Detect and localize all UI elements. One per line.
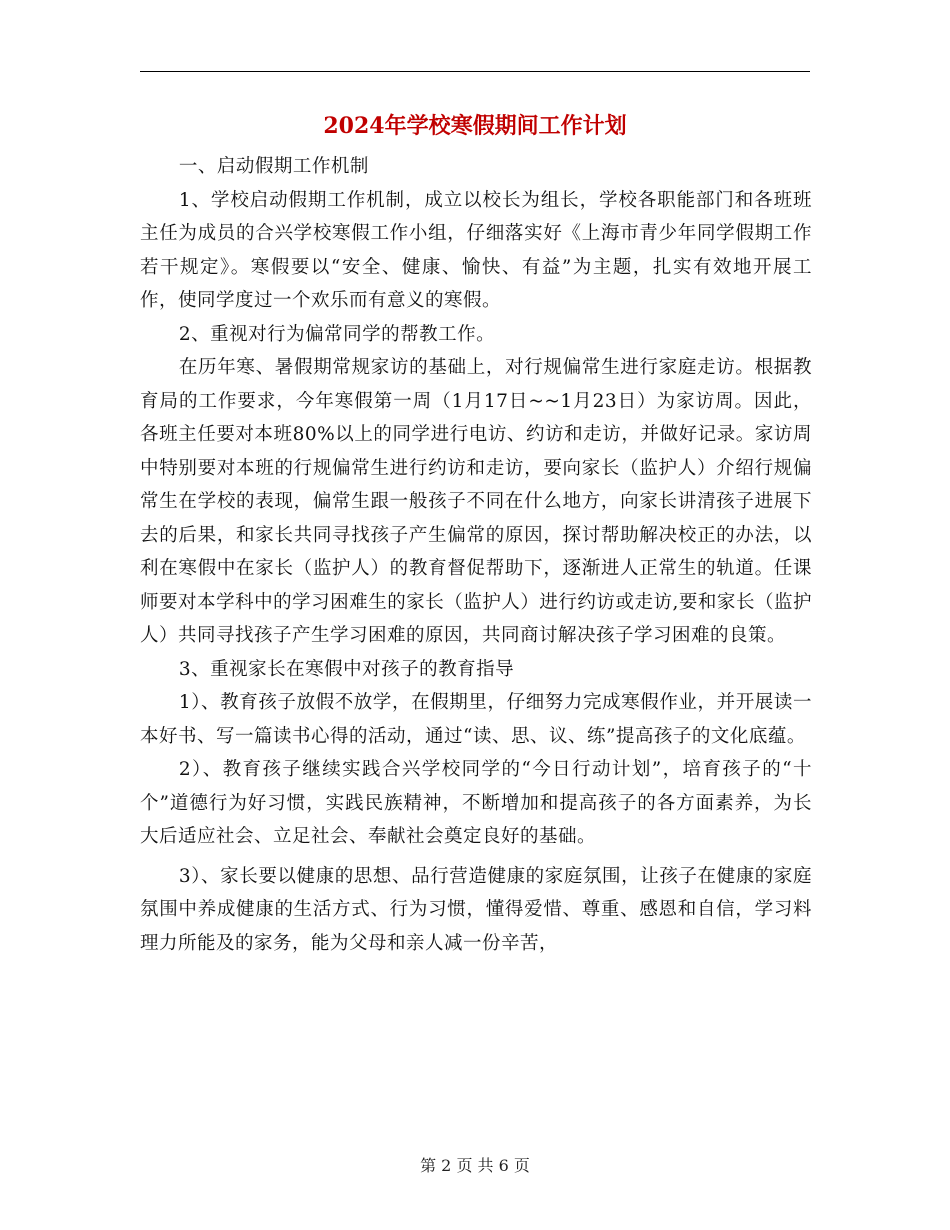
section-heading: 一、启动假期工作机制 (178, 156, 369, 177)
paragraph: 1、学校启动假期工作机制，成立以校长为组长，学校各职能部门和各班班主任为成员的合兴学校寒假工作小组，仔细落实好《上海市青少年同学假期工作若干规定》。寒假要以“安全、健康、愉快、有益”为主题，扎实有效地开展工作，使同学度过一个欢乐而有意义的寒假。 (140, 189, 812, 311)
document-body (140, 150, 812, 960)
paragraph: 1）、教育孩子放假不放学，在假期里，仔细努力完成寒假作业，并开展读一本好书、写一篇读书心得的活动，通过“读、思、议、练”提高孩子的文化底蕴。 (140, 692, 812, 747)
paragraph: 3）、家长要以健康的思想、品行营造健康的家庭氛围，让孩子在健康的家庭氛围中养成健康的生活方式、行为习惯，懂得爱惜、尊重、感恩和自信，学习料理力所能及的家务，能为父母和亲人减一份辛苦， (140, 865, 812, 954)
subsection-heading: 3、重视家长在寒假中对孩子的教育指导 (178, 658, 515, 680)
paragraph: 在历年寒、暑假期常规家访的基础上，对行规偏常生进行家庭走访。根据教育局的工作要求，今年寒假第一周（1月17日~~1月23日）为家访周。因此，各班主任要对本班80%以上的同学进行电访、约访和走访，并做好记录。家访周中特别要对本班的行规偏常生进行约访和走访，要向家长（监护人）介绍行规偏常生在学校的表现，偏常生跟一般孩子不同在什么地方，向家长讲清孩子进展下去的后果，和家长共同寻找孩子产生偏常的原因，探讨帮助解决校正的办法，以利在寒假中在家长（监护人）的教育督促帮助下，逐渐进人正常生的轨道。任课师要对本学科中的学习困难生的家长（监护人）进行约访或走访,要和家长（监护人）共同寻找孩子产生学习困难的原因，共同商讨解决孩子学习困难的良策。 (140, 357, 812, 646)
document-title: 2024年学校寒假期间工作计划 (323, 113, 627, 139)
paragraph: 2）、教育孩子继续实践合兴学校同学的“今日行动计划”，培育孩子的“十个”道德行为好习惯，实践民族精神，不断增加和提高孩子的各方面素养，为长大后适应社会、立足社会、奉献社会奠定良好的基础。 (140, 759, 812, 847)
subsection-heading: 2、重视对行为偏常同学的帮教工作。 (178, 323, 496, 345)
page-number: 第 2 页 共 6 页 (420, 1156, 530, 1175)
header-rule (140, 71, 810, 72)
